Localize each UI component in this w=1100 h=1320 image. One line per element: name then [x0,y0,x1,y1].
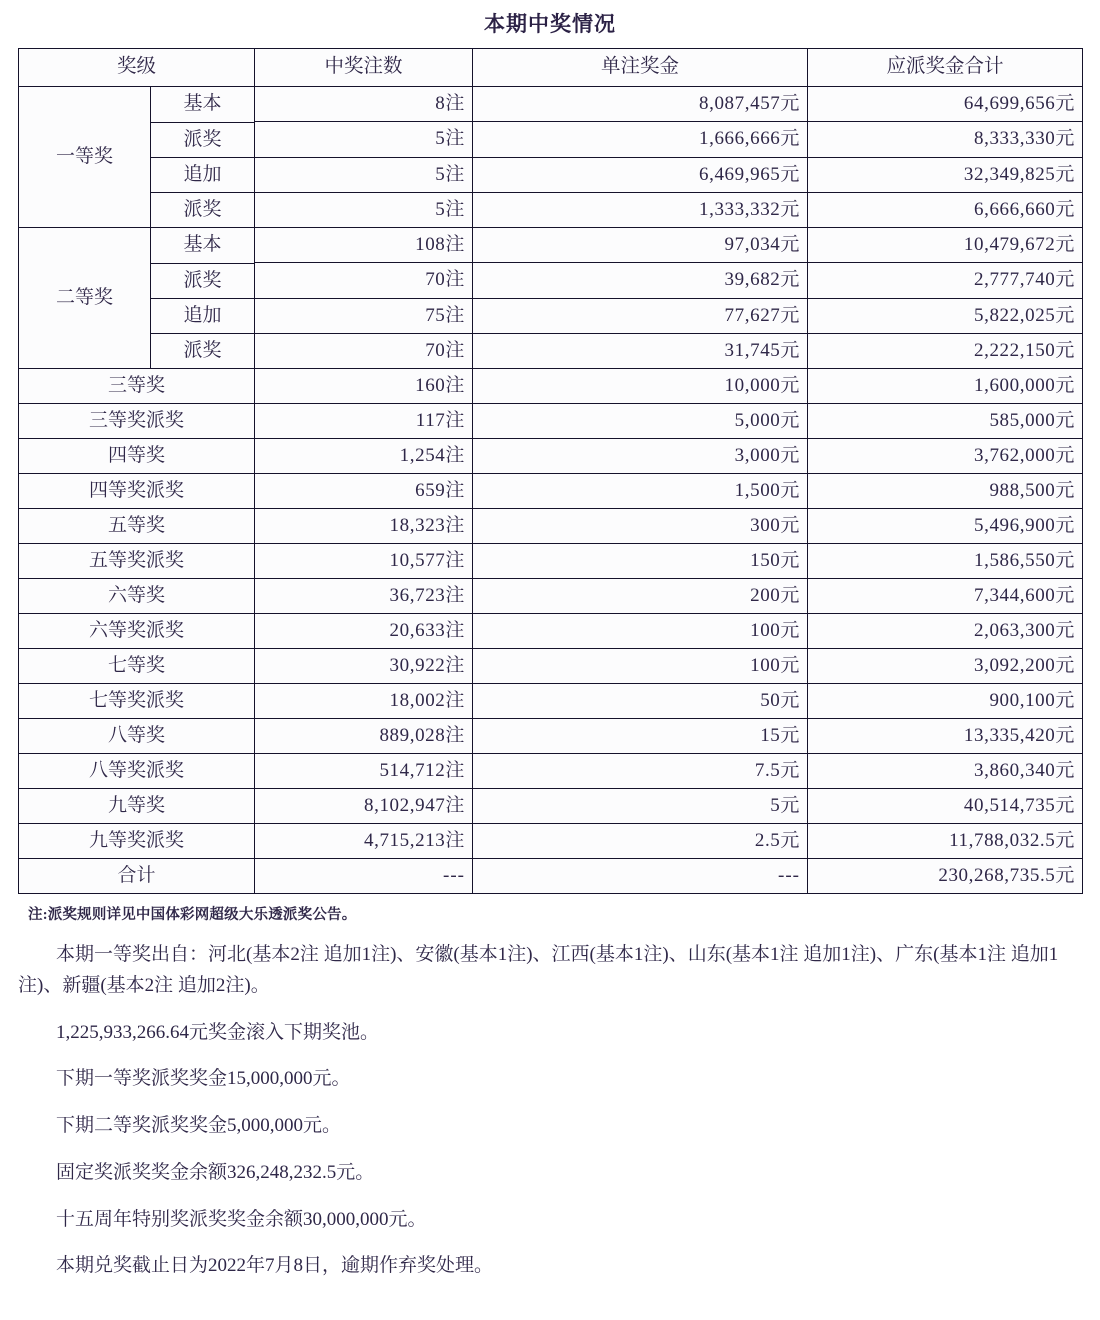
header-count: 中奖注数 [255,49,473,87]
cell-total: 5,822,025元 [808,298,1083,333]
cell-total: 64,699,656元 [808,87,1083,122]
cell-count: 18,323注 [255,509,473,544]
table-row [19,228,1083,263]
note-fixed-prize-balance: 固定奖派奖奖金余额326,248,232.5元。 [56,1161,375,1183]
prize-level-label: 七等奖派奖 [19,684,255,719]
total-label: 合计 [19,859,255,894]
footnote-payout-rules: 注:派奖规则详见中国体彩网超级大乐透派奖公告。 [28,907,357,923]
cell-total: 7,344,600元 [808,579,1083,614]
note-rollover-amount: 1,225,933,266.64元奖金滚入下期奖池。 [56,1021,380,1043]
cell-single: 39,682元 [473,263,808,298]
cell-single: 6,469,965元 [473,157,808,192]
cell-count: 5注 [255,157,473,192]
table-row [19,369,1083,404]
table-row [19,684,1083,719]
cell-count: 30,922注 [255,649,473,684]
cell-count: 514,712注 [255,754,473,789]
prize-level-label: 六等奖 [19,579,255,614]
cell-count: 70注 [255,263,473,298]
page-title: 本期中奖情况 [484,12,616,36]
prize-subtype: 追加 [151,157,254,192]
prize-subtype: 派奖 [151,122,254,157]
cell-single: 10,000元 [473,369,808,404]
cell-single: 150元 [473,544,808,579]
cell-total: 1,586,550元 [808,544,1083,579]
table-row [19,87,1083,122]
note-anniversary-special-balance: 十五周年特别奖派奖奖金余额30,000,000元。 [56,1208,427,1230]
cell-total: 3,092,200元 [808,649,1083,684]
prize-level-label: 五等奖派奖 [19,544,255,579]
header-single: 单注奖金 [473,49,808,87]
table-body [19,87,1083,894]
table-total-row [19,859,1083,894]
cell-single: 100元 [473,649,808,684]
table-header [19,49,1083,87]
cell-total: 2,777,740元 [808,263,1083,298]
cell-count: 160注 [255,369,473,404]
prize-level-label: 三等奖派奖 [19,404,255,439]
prize-level-cell [19,228,255,369]
table-row [19,614,1083,649]
prize-subtype: 基本 [151,87,254,122]
cell-total: 13,335,420元 [808,719,1083,754]
cell-single: 5元 [473,789,808,824]
cell-count: 36,723注 [255,579,473,614]
cell-total: 10,479,672元 [808,228,1083,263]
table-row [19,649,1083,684]
cell-single: 7.5元 [473,754,808,789]
cell-total: 1,600,000元 [808,369,1083,404]
cell-single: 1,500元 [473,474,808,509]
prize-level-label: 一等奖 [19,87,150,227]
note-next-first-prize-payout: 下期一等奖派奖奖金15,000,000元。 [56,1068,351,1090]
prize-subtype: 派奖 [151,192,254,227]
cell-count: 5注 [255,122,473,157]
cell-total: 5,496,900元 [808,509,1083,544]
cell-single: 1,666,666元 [473,122,808,157]
table-row [19,439,1083,474]
cell-single: 3,000元 [473,439,808,474]
table-row [19,719,1083,754]
prize-subtype: 派奖 [151,263,254,298]
cell-single: 31,745元 [473,333,808,368]
prize-level-label: 六等奖派奖 [19,614,255,649]
cell-count: 8,102,947注 [255,789,473,824]
cell-count: 1,254注 [255,439,473,474]
table-row [19,404,1083,439]
cell-count: 117注 [255,404,473,439]
prize-level-cell [19,87,255,228]
prize-level-label: 四等奖 [19,439,255,474]
total-amount: 230,268,735.5元 [808,859,1083,894]
cell-count: 20,633注 [255,614,473,649]
note-next-second-prize-payout: 下期二等奖派奖奖金5,000,000元。 [56,1115,342,1137]
cell-single: 5,000元 [473,404,808,439]
cell-single: 200元 [473,579,808,614]
cell-total: 900,100元 [808,684,1083,719]
cell-count: 8注 [255,87,473,122]
cell-total: 3,762,000元 [808,439,1083,474]
total-count: --- [255,859,473,894]
cell-single: 2.5元 [473,824,808,859]
table-row [19,754,1083,789]
cell-count: 10,577注 [255,544,473,579]
prize-level-label: 三等奖 [19,369,255,404]
cell-total: 11,788,032.5元 [808,824,1083,859]
cell-single: 1,333,332元 [473,192,808,227]
cell-count: 5注 [255,192,473,227]
prize-level-label: 八等奖派奖 [19,754,255,789]
header-level: 奖级 [19,49,255,87]
table-row [19,509,1083,544]
cell-count: 18,002注 [255,684,473,719]
cell-total: 2,222,150元 [808,333,1083,368]
cell-single: 97,034元 [473,228,808,263]
header-row [19,49,1083,87]
cell-total: 2,063,300元 [808,614,1083,649]
prize-level-label: 九等奖 [19,789,255,824]
prize-level-label: 九等奖派奖 [19,824,255,859]
prize-level-label: 五等奖 [19,509,255,544]
prize-subtype: 基本 [151,228,254,263]
cell-count: 75注 [255,298,473,333]
cell-total: 585,000元 [808,404,1083,439]
cell-single: 77,627元 [473,298,808,333]
cell-single: 50元 [473,684,808,719]
note-first-prize-regions: 本期一等奖出自：河北(基本2注 追加1注)、安徽(基本1注)、江西(基本1注)、山东(基本1注 追加1注)、广东(基本1注 追加1注)、新疆(基本2注 追加2注)。 [18,944,1059,996]
table-row [19,789,1083,824]
cell-count: 108注 [255,228,473,263]
table-row [19,544,1083,579]
cell-count: 889,028注 [255,719,473,754]
cell-count: 4,715,213注 [255,824,473,859]
prize-subtype: 派奖 [151,333,254,368]
prize-subtype: 追加 [151,298,254,333]
prize-level-label: 七等奖 [19,649,255,684]
cell-count: 70注 [255,333,473,368]
note-claim-deadline: 本期兑奖截止日为2022年7月8日，逾期作弃奖处理。 [56,1255,494,1277]
prize-results-table [18,48,1083,894]
cell-single: 300元 [473,509,808,544]
cell-total: 8,333,330元 [808,122,1083,157]
prize-level-label: 八等奖 [19,719,255,754]
cell-total: 6,666,660元 [808,192,1083,227]
header-total: 应派奖金合计 [808,49,1083,87]
table-row [19,579,1083,614]
cell-single: 15元 [473,719,808,754]
cell-total: 988,500元 [808,474,1083,509]
cell-total: 40,514,735元 [808,789,1083,824]
prize-level-label: 二等奖 [19,228,150,368]
notes-section [18,903,1082,1282]
cell-single: 8,087,457元 [473,87,808,122]
total-single: --- [473,859,808,894]
cell-total: 3,860,340元 [808,754,1083,789]
prize-level-label: 四等奖派奖 [19,474,255,509]
cell-total: 32,349,825元 [808,157,1083,192]
table-row [19,474,1083,509]
cell-single: 100元 [473,614,808,649]
table-row [19,824,1083,859]
cell-count: 659注 [255,474,473,509]
